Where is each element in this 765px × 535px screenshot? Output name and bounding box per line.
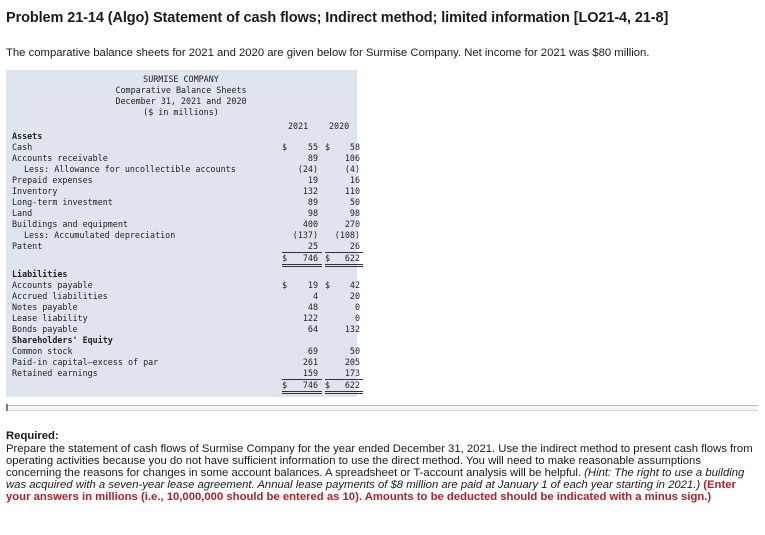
table-row [6, 197, 360, 208]
dollar-sign: $ [325, 253, 331, 263]
amount-cell [282, 313, 322, 324]
amount-cell [325, 175, 363, 186]
table-row [6, 230, 360, 241]
amount-cell [282, 241, 322, 253]
amount-value: 19 [307, 175, 318, 185]
amount-value: 159 [302, 368, 318, 378]
amount-value: 106 [344, 153, 360, 163]
row-label: Common stock [12, 346, 73, 356]
amount-cell [325, 368, 363, 380]
total-row [6, 380, 360, 391]
section-heading: Assets [12, 131, 43, 141]
table-row [6, 142, 360, 153]
row-label: Accounts receivable [12, 153, 108, 163]
amount-cell [282, 230, 322, 241]
amount-value: 622 [344, 380, 360, 390]
required-text [6, 443, 758, 503]
amount-value: 16 [349, 175, 360, 185]
amount-value: 400 [302, 219, 318, 229]
amount-value: 98 [307, 208, 318, 218]
required-hint: (Hint: The right to use a building was acquired with a seven-year lease agreement. Annual lease payments of $8 million are paid at January 1 of each year starting in 2021.) [6, 467, 745, 492]
amount-cell [325, 291, 363, 302]
company-name: SURMISE COMPANY [143, 74, 219, 84]
amount-value: 42 [349, 280, 360, 290]
problem-intro: The comparative balance sheets for 2021 and 2020 are given below for Surmise Company. Net income for 2021 was $80 million. [6, 47, 650, 59]
problem-title: Problem 21-14 (Algo) Statement of cash flows; Indirect method; limited information [LO21-4, 21-8] [6, 10, 669, 26]
amount-cell [325, 346, 363, 357]
amount-value: 58 [349, 142, 360, 152]
amount-cell [282, 164, 322, 175]
amount-cell [325, 230, 363, 241]
row-label: Retained earnings [12, 368, 98, 378]
amount-value: 746 [302, 380, 318, 390]
amount-cell [325, 208, 363, 219]
row-label: Prepaid expenses [12, 175, 93, 185]
dollar-sign: $ [325, 142, 331, 152]
table-row [6, 324, 360, 335]
amount-value: 132 [344, 324, 360, 334]
table-row [6, 280, 360, 291]
row-label: Bonds payable [12, 324, 78, 334]
amount-value: 0 [354, 302, 360, 312]
amount-value: 50 [349, 197, 360, 207]
amount-cell [325, 380, 363, 394]
amount-cell [325, 186, 363, 197]
amount-cell [325, 153, 363, 164]
section-heading: Shareholders' Equity [12, 335, 113, 345]
row-label: Accrued liabilities [12, 291, 108, 301]
row-label: Inventory [12, 186, 58, 196]
amount-cell [282, 302, 322, 313]
row-label: Less: Allowance for uncollectible accounts [24, 164, 236, 174]
amount-cell [325, 324, 363, 335]
dollar-sign: $ [282, 253, 288, 263]
dollar-sign: $ [282, 380, 288, 390]
amount-cell [325, 197, 363, 208]
table-row [6, 241, 360, 252]
row-label: Less: Accumulated depreciation [24, 230, 176, 240]
amount-cell [282, 280, 322, 291]
amount-value: 270 [344, 219, 360, 229]
table-row [6, 208, 360, 219]
column-header-2021: 2021 [288, 121, 309, 131]
amount-cell [325, 280, 363, 291]
dollar-sign: $ [325, 280, 331, 290]
amount-value: 20 [349, 291, 360, 301]
amount-value: 89 [307, 153, 318, 163]
amount-cell [282, 186, 322, 197]
table-row [6, 346, 360, 357]
sheet-units: ($ in millions) [143, 107, 219, 117]
amount-value: 48 [307, 302, 318, 312]
amount-cell [325, 241, 363, 253]
required-body: Prepare the statement of cash flows of Surmise Company for the year ended December 31, 2021. Use the indirect method to present cash flows from operating activities because you do not have sufficient information to use the direct method. You will need to make reasonable assumptions concerning the reasons for changes in some account balances. A spreadsheet or T-account analysis will be helpful. [6, 443, 753, 480]
amount-value: (137) [292, 230, 318, 240]
amount-value: 110 [344, 186, 360, 196]
table-row [6, 291, 360, 302]
amount-value: 173 [344, 368, 360, 378]
dollar-sign: $ [282, 280, 288, 290]
amount-cell [325, 313, 363, 324]
balance-sheet [6, 70, 360, 397]
amount-value: 0 [354, 313, 360, 323]
amount-value: 205 [344, 357, 360, 367]
dollar-sign: $ [282, 142, 288, 152]
amount-value: (4) [344, 164, 360, 174]
table-row [6, 313, 360, 324]
row-label: Long-term investment [12, 197, 113, 207]
amount-value: 746 [302, 253, 318, 263]
row-label: Patent [12, 241, 43, 251]
row-label: Cash [12, 142, 33, 152]
row-label: Accounts payable [12, 280, 93, 290]
amount-value: (108) [334, 230, 360, 240]
amount-value: 19 [307, 280, 318, 290]
section-heading: Liabilities [12, 269, 68, 279]
column-header-2020: 2020 [329, 121, 350, 131]
row-label: Lease liability [12, 313, 88, 323]
amount-cell [282, 142, 322, 153]
row-label: Buildings and equipment [12, 219, 128, 229]
amount-cell [325, 142, 363, 153]
amount-value: 122 [302, 313, 318, 323]
amount-cell [282, 208, 322, 219]
amount-value: 261 [302, 357, 318, 367]
required-heading: Required: [6, 430, 59, 442]
amount-cell [325, 253, 363, 267]
amount-value: 69 [307, 346, 318, 356]
amount-cell [282, 175, 322, 186]
amount-cell [282, 219, 322, 230]
amount-cell [325, 164, 363, 175]
amount-cell [325, 357, 363, 368]
amount-cell [282, 346, 322, 357]
sheet-date: December 31, 2021 and 2020 [115, 96, 247, 106]
section-divider [6, 405, 758, 411]
amount-cell [282, 153, 322, 164]
amount-value: 26 [349, 241, 360, 251]
table-row [6, 302, 360, 313]
row-label: Paid-in capital–excess of par [12, 357, 159, 367]
amount-cell [282, 291, 322, 302]
table-row [6, 175, 360, 186]
table-row [6, 164, 360, 175]
table-row [6, 368, 360, 379]
amount-value: (24) [297, 164, 318, 174]
row-label: Land [12, 208, 33, 218]
amount-cell [282, 324, 322, 335]
amount-cell [325, 302, 363, 313]
amount-cell [282, 357, 322, 368]
table-row [6, 153, 360, 164]
amount-value: 25 [307, 241, 318, 251]
amount-cell [282, 368, 322, 380]
total-row [6, 253, 360, 264]
amount-cell [282, 197, 322, 208]
amount-cell [282, 380, 322, 394]
amount-value: 98 [349, 208, 360, 218]
table-row [6, 357, 360, 368]
amount-value: 132 [302, 186, 318, 196]
amount-value: 622 [344, 253, 360, 263]
sheet-name: Comparative Balance Sheets [115, 85, 247, 95]
amount-value: 55 [307, 142, 318, 152]
amount-cell [325, 219, 363, 230]
amount-value: 50 [349, 346, 360, 356]
amount-cell [282, 253, 322, 267]
dollar-sign: $ [325, 380, 331, 390]
amount-value: 4 [312, 291, 318, 301]
required-instruction: (Enter your answers in millions (i.e., 10,000,000 should be entered as 10). Amounts to be deducted should be indicated with a minus sign.) [6, 479, 736, 504]
row-label: Notes payable [12, 302, 78, 312]
table-row [6, 219, 360, 230]
amount-value: 89 [307, 197, 318, 207]
amount-value: 64 [307, 324, 318, 334]
table-row [6, 186, 360, 197]
